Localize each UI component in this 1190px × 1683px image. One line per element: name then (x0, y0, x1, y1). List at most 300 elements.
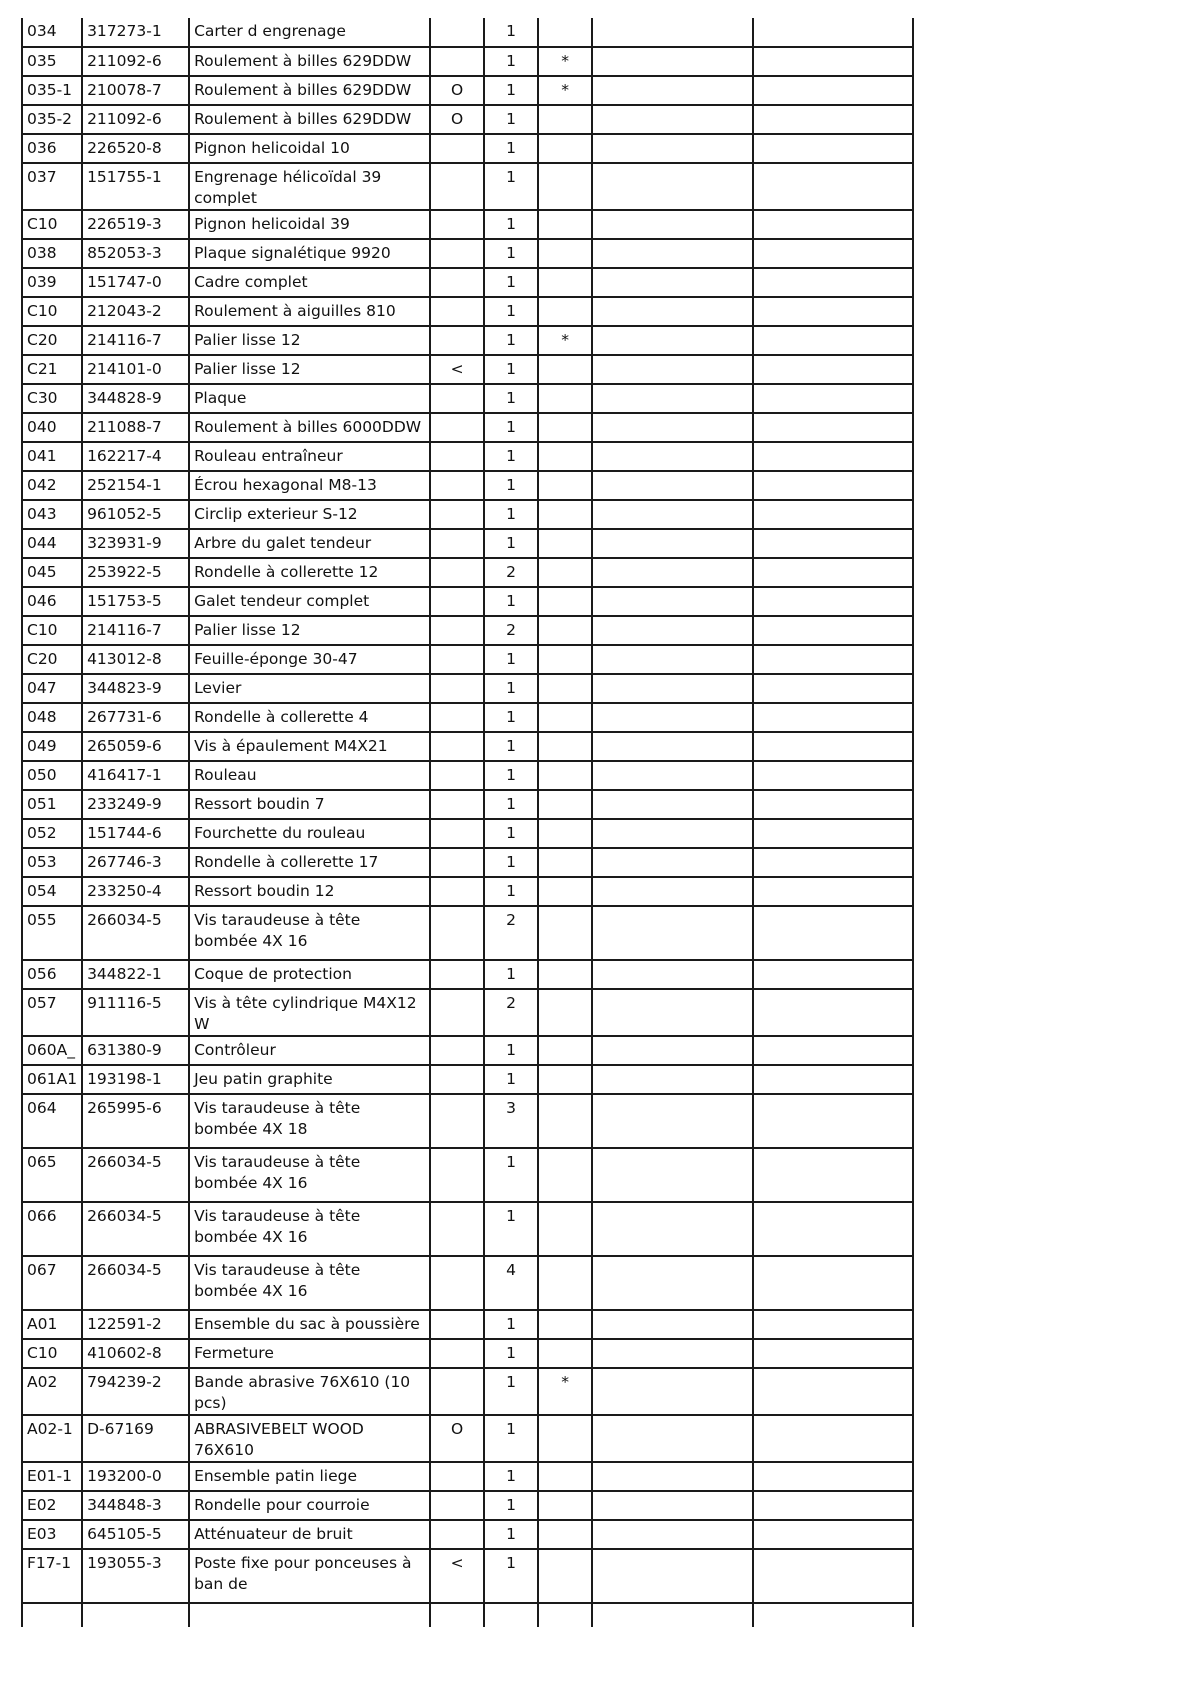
quantity: 4 (484, 1256, 538, 1310)
interchange-mark (430, 326, 484, 355)
item-number: 055 (22, 906, 82, 960)
table-row (22, 558, 913, 587)
blank-cell (430, 1603, 484, 1627)
item-number: C30 (22, 384, 82, 413)
part-description: Atténuateur de bruit (189, 1520, 430, 1549)
part-description: Palier lisse 12 (189, 616, 430, 645)
part-number: 323931-9 (82, 529, 189, 558)
blank-cell (753, 210, 913, 239)
blank-cell (592, 1148, 753, 1202)
item-number: 034 (22, 18, 82, 47)
part-number: 210078-7 (82, 76, 189, 105)
spare-mark (538, 1256, 592, 1310)
part-description: Roulement à billes 629DDW (189, 76, 430, 105)
blank-cell (592, 645, 753, 674)
blank-cell (592, 413, 753, 442)
spare-mark: * (538, 76, 592, 105)
spare-mark (538, 1036, 592, 1065)
blank-cell (592, 1036, 753, 1065)
interchange-mark (430, 558, 484, 587)
table-row (22, 442, 913, 471)
table-row (22, 1202, 913, 1256)
item-number: C10 (22, 297, 82, 326)
blank-cell (753, 1065, 913, 1094)
part-description: Feuille-éponge 30-47 (189, 645, 430, 674)
part-description: Contrôleur (189, 1036, 430, 1065)
quantity: 1 (484, 1148, 538, 1202)
interchange-mark: O (430, 1415, 484, 1462)
blank-cell (592, 848, 753, 877)
item-number: 054 (22, 877, 82, 906)
item-number: 064 (22, 1094, 82, 1148)
spare-mark (538, 1202, 592, 1256)
part-number: 416417-1 (82, 761, 189, 790)
part-number: 214116-7 (82, 616, 189, 645)
part-description: Palier lisse 12 (189, 326, 430, 355)
part-number: 226520-8 (82, 134, 189, 163)
item-number: 056 (22, 960, 82, 989)
blank-cell (592, 163, 753, 210)
item-number: 066 (22, 1202, 82, 1256)
quantity: 1 (484, 210, 538, 239)
part-number: 344828-9 (82, 384, 189, 413)
item-number: E02 (22, 1491, 82, 1520)
interchange-mark (430, 134, 484, 163)
item-number: 061A1 (22, 1065, 82, 1094)
blank-cell (753, 326, 913, 355)
item-number: 065 (22, 1148, 82, 1202)
blank-cell (753, 500, 913, 529)
part-description: Rouleau (189, 761, 430, 790)
item-number: 040 (22, 413, 82, 442)
item-number: 048 (22, 703, 82, 732)
part-description: Rouleau entraîneur (189, 442, 430, 471)
blank-cell (753, 134, 913, 163)
part-number: 267731-6 (82, 703, 189, 732)
interchange-mark: O (430, 76, 484, 105)
quantity: 1 (484, 790, 538, 819)
quantity: 1 (484, 163, 538, 210)
blank-cell (753, 1491, 913, 1520)
part-number: 413012-8 (82, 645, 189, 674)
spare-mark (538, 239, 592, 268)
table-row (22, 355, 913, 384)
part-number: 151755-1 (82, 163, 189, 210)
part-number: 410602-8 (82, 1339, 189, 1368)
item-number: 038 (22, 239, 82, 268)
table-row (22, 1491, 913, 1520)
blank-cell (592, 18, 753, 47)
item-number: F17-1 (22, 1549, 82, 1603)
blank-cell (753, 1415, 913, 1462)
blank-cell (753, 1339, 913, 1368)
part-number: 233250-4 (82, 877, 189, 906)
spare-mark (538, 1065, 592, 1094)
spare-mark (538, 674, 592, 703)
item-number: C20 (22, 645, 82, 674)
quantity: 1 (484, 413, 538, 442)
spare-mark (538, 105, 592, 134)
interchange-mark (430, 848, 484, 877)
blank-cell (753, 819, 913, 848)
interchange-mark (430, 1310, 484, 1339)
item-number: 044 (22, 529, 82, 558)
table-row (22, 471, 913, 500)
blank-cell (753, 384, 913, 413)
part-description: ABRASIVEBELT WOOD 76X610 (189, 1415, 430, 1462)
part-number: 151744-6 (82, 819, 189, 848)
part-description: Pignon helicoidal 10 (189, 134, 430, 163)
interchange-mark (430, 587, 484, 616)
quantity: 2 (484, 989, 538, 1036)
part-number: 645105-5 (82, 1520, 189, 1549)
blank-cell (753, 761, 913, 790)
part-description: Pignon helicoidal 39 (189, 210, 430, 239)
spare-mark (538, 616, 592, 645)
interchange-mark (430, 163, 484, 210)
interchange-mark (430, 384, 484, 413)
item-number: C20 (22, 326, 82, 355)
spare-mark (538, 587, 592, 616)
table-row (22, 529, 913, 558)
blank-cell (592, 1603, 753, 1627)
quantity: 1 (484, 1036, 538, 1065)
item-number: 052 (22, 819, 82, 848)
table-row (22, 500, 913, 529)
interchange-mark (430, 877, 484, 906)
blank-cell (592, 529, 753, 558)
part-description: Roulement à billes 629DDW (189, 47, 430, 76)
blank-cell (753, 47, 913, 76)
spare-mark (538, 1094, 592, 1148)
table-row (22, 761, 913, 790)
quantity: 1 (484, 1491, 538, 1520)
spare-mark (538, 1339, 592, 1368)
part-number: 193055-3 (82, 1549, 189, 1603)
table-row (22, 703, 913, 732)
item-number: A01 (22, 1310, 82, 1339)
blank-cell (592, 1202, 753, 1256)
interchange-mark (430, 732, 484, 761)
interchange-mark: O (430, 105, 484, 134)
item-number: 041 (22, 442, 82, 471)
item-number: 039 (22, 268, 82, 297)
quantity: 1 (484, 587, 538, 616)
table-row (22, 1094, 913, 1148)
part-description: Écrou hexagonal M8-13 (189, 471, 430, 500)
part-description: Carter d engrenage (189, 18, 430, 47)
spare-mark (538, 268, 592, 297)
table-row (22, 877, 913, 906)
part-number: 265995-6 (82, 1094, 189, 1148)
quantity: 1 (484, 1368, 538, 1415)
table-row (22, 1339, 913, 1368)
part-number: 852053-3 (82, 239, 189, 268)
blank-cell (592, 326, 753, 355)
table-row (22, 105, 913, 134)
blank-cell (753, 1256, 913, 1310)
quantity: 1 (484, 239, 538, 268)
quantity: 1 (484, 1520, 538, 1549)
part-description: Ressort boudin 7 (189, 790, 430, 819)
blank-cell (753, 1148, 913, 1202)
quantity: 2 (484, 558, 538, 587)
table-row (22, 790, 913, 819)
part-number: 344822-1 (82, 960, 189, 989)
quantity: 1 (484, 384, 538, 413)
table-row (22, 47, 913, 76)
part-description: Ensemble du sac à poussière (189, 1310, 430, 1339)
blank-cell (753, 1310, 913, 1339)
table-row-empty (22, 1603, 913, 1627)
part-description: Ensemble patin liege (189, 1462, 430, 1491)
table-row (22, 819, 913, 848)
part-number: 911116-5 (82, 989, 189, 1036)
item-number: A02 (22, 1368, 82, 1415)
part-number: 317273-1 (82, 18, 189, 47)
part-description: Rondelle à collerette 12 (189, 558, 430, 587)
part-description: Ressort boudin 12 (189, 877, 430, 906)
blank-cell (22, 1603, 82, 1627)
blank-cell (592, 76, 753, 105)
blank-cell (753, 732, 913, 761)
spare-mark (538, 877, 592, 906)
blank-cell (592, 761, 753, 790)
quantity: 1 (484, 47, 538, 76)
spare-mark (538, 703, 592, 732)
blank-cell (592, 877, 753, 906)
part-description: Coque de protection (189, 960, 430, 989)
table-row (22, 1520, 913, 1549)
table-row (22, 1065, 913, 1094)
blank-cell (753, 268, 913, 297)
interchange-mark (430, 1094, 484, 1148)
part-description: Rondelle à collerette 17 (189, 848, 430, 877)
blank-cell (592, 471, 753, 500)
part-number: 266034-5 (82, 906, 189, 960)
item-number: 053 (22, 848, 82, 877)
blank-cell (753, 297, 913, 326)
interchange-mark: < (430, 1549, 484, 1603)
blank-cell (753, 906, 913, 960)
table-row (22, 848, 913, 877)
spare-mark (538, 1549, 592, 1603)
spare-mark (538, 471, 592, 500)
part-description: Roulement à aiguilles 810 (189, 297, 430, 326)
interchange-mark (430, 210, 484, 239)
table-row (22, 268, 913, 297)
part-number: 193200-0 (82, 1462, 189, 1491)
blank-cell (592, 558, 753, 587)
spare-mark: * (538, 47, 592, 76)
part-description: Engrenage hélicoïdal 39 complet (189, 163, 430, 210)
interchange-mark: < (430, 355, 484, 384)
item-number: C21 (22, 355, 82, 384)
part-description: Galet tendeur complet (189, 587, 430, 616)
table-row (22, 645, 913, 674)
blank-cell (592, 1310, 753, 1339)
spare-mark (538, 297, 592, 326)
item-number: 042 (22, 471, 82, 500)
item-number: C10 (22, 210, 82, 239)
part-description: Arbre du galet tendeur (189, 529, 430, 558)
part-description: Poste fixe pour ponceuses à ban de (189, 1549, 430, 1603)
part-description: Roulement à billes 6000DDW (189, 413, 430, 442)
blank-cell (592, 1339, 753, 1368)
blank-cell (592, 1256, 753, 1310)
interchange-mark (430, 703, 484, 732)
part-number: 344823-9 (82, 674, 189, 703)
part-description: Vis taraudeuse à tête bombée 4X 16 (189, 1202, 430, 1256)
part-description: Rondelle pour courroie (189, 1491, 430, 1520)
table-row (22, 1415, 913, 1462)
spare-mark (538, 18, 592, 47)
spare-mark (538, 1310, 592, 1339)
spare-mark (538, 558, 592, 587)
interchange-mark (430, 471, 484, 500)
part-description: Vis à tête cylindrique M4X12 W (189, 989, 430, 1036)
spare-mark (538, 1491, 592, 1520)
blank-cell (753, 703, 913, 732)
part-number: 214116-7 (82, 326, 189, 355)
blank-cell (753, 163, 913, 210)
blank-cell (753, 790, 913, 819)
spare-mark (538, 500, 592, 529)
item-number: 051 (22, 790, 82, 819)
interchange-mark (430, 47, 484, 76)
spare-mark (538, 960, 592, 989)
interchange-mark (430, 989, 484, 1036)
quantity: 1 (484, 105, 538, 134)
part-description: Vis taraudeuse à tête bombée 4X 16 (189, 1148, 430, 1202)
quantity: 1 (484, 1310, 538, 1339)
spare-mark: * (538, 326, 592, 355)
blank-cell (753, 877, 913, 906)
part-number: 214101-0 (82, 355, 189, 384)
blank-cell (592, 134, 753, 163)
blank-cell (592, 1520, 753, 1549)
interchange-mark (430, 1520, 484, 1549)
table-row (22, 960, 913, 989)
blank-cell (538, 1603, 592, 1627)
parts-list-table (21, 18, 914, 1627)
blank-cell (592, 268, 753, 297)
item-number: C10 (22, 616, 82, 645)
blank-cell (592, 703, 753, 732)
part-description: Vis taraudeuse à tête bombée 4X 16 (189, 906, 430, 960)
quantity: 1 (484, 732, 538, 761)
quantity: 1 (484, 529, 538, 558)
quantity: 1 (484, 442, 538, 471)
item-number: E01-1 (22, 1462, 82, 1491)
part-description: Circlip exterieur S-12 (189, 500, 430, 529)
table-row (22, 674, 913, 703)
interchange-mark (430, 18, 484, 47)
part-number: 193198-1 (82, 1065, 189, 1094)
spare-mark (538, 1462, 592, 1491)
blank-cell (753, 989, 913, 1036)
blank-cell (592, 819, 753, 848)
blank-cell (592, 210, 753, 239)
blank-cell (753, 355, 913, 384)
interchange-mark (430, 761, 484, 790)
blank-cell (189, 1603, 430, 1627)
quantity: 1 (484, 848, 538, 877)
table-row (22, 1462, 913, 1491)
quantity: 3 (484, 1094, 538, 1148)
interchange-mark (430, 906, 484, 960)
quantity: 1 (484, 819, 538, 848)
blank-cell (753, 529, 913, 558)
spare-mark (538, 413, 592, 442)
blank-cell (592, 384, 753, 413)
interchange-mark (430, 645, 484, 674)
spare-mark (538, 645, 592, 674)
blank-cell (592, 1491, 753, 1520)
blank-cell (592, 1549, 753, 1603)
spare-mark (538, 848, 592, 877)
quantity: 1 (484, 761, 538, 790)
blank-cell (753, 960, 913, 989)
blank-cell (592, 906, 753, 960)
part-number: 794239-2 (82, 1368, 189, 1415)
table-row (22, 239, 913, 268)
item-number: 067 (22, 1256, 82, 1310)
table-row (22, 1036, 913, 1065)
blank-cell (592, 960, 753, 989)
quantity: 1 (484, 18, 538, 47)
part-number: 226519-3 (82, 210, 189, 239)
spare-mark (538, 906, 592, 960)
part-number: 122591-2 (82, 1310, 189, 1339)
part-number: 267746-3 (82, 848, 189, 877)
table-row (22, 616, 913, 645)
quantity: 1 (484, 1065, 538, 1094)
blank-cell (592, 989, 753, 1036)
part-description: Roulement à billes 629DDW (189, 105, 430, 134)
blank-cell (592, 1462, 753, 1491)
quantity: 1 (484, 326, 538, 355)
table-row (22, 18, 913, 47)
table-row (22, 587, 913, 616)
table-row (22, 76, 913, 105)
interchange-mark (430, 1065, 484, 1094)
quantity: 2 (484, 616, 538, 645)
blank-cell (753, 413, 913, 442)
blank-cell (753, 1094, 913, 1148)
parts-list-body (22, 18, 913, 1627)
part-number: 211092-6 (82, 47, 189, 76)
part-description: Rondelle à collerette 4 (189, 703, 430, 732)
spare-mark: * (538, 1368, 592, 1415)
part-description: Vis à épaulement M4X21 (189, 732, 430, 761)
spare-mark (538, 732, 592, 761)
spare-mark (538, 134, 592, 163)
quantity: 1 (484, 674, 538, 703)
quantity: 1 (484, 297, 538, 326)
blank-cell (592, 239, 753, 268)
interchange-mark (430, 674, 484, 703)
part-number: 151753-5 (82, 587, 189, 616)
part-number: 631380-9 (82, 1036, 189, 1065)
item-number: 045 (22, 558, 82, 587)
blank-cell (753, 471, 913, 500)
part-number: 151747-0 (82, 268, 189, 297)
blank-cell (753, 1202, 913, 1256)
blank-cell (753, 1036, 913, 1065)
table-row (22, 1368, 913, 1415)
quantity: 1 (484, 500, 538, 529)
